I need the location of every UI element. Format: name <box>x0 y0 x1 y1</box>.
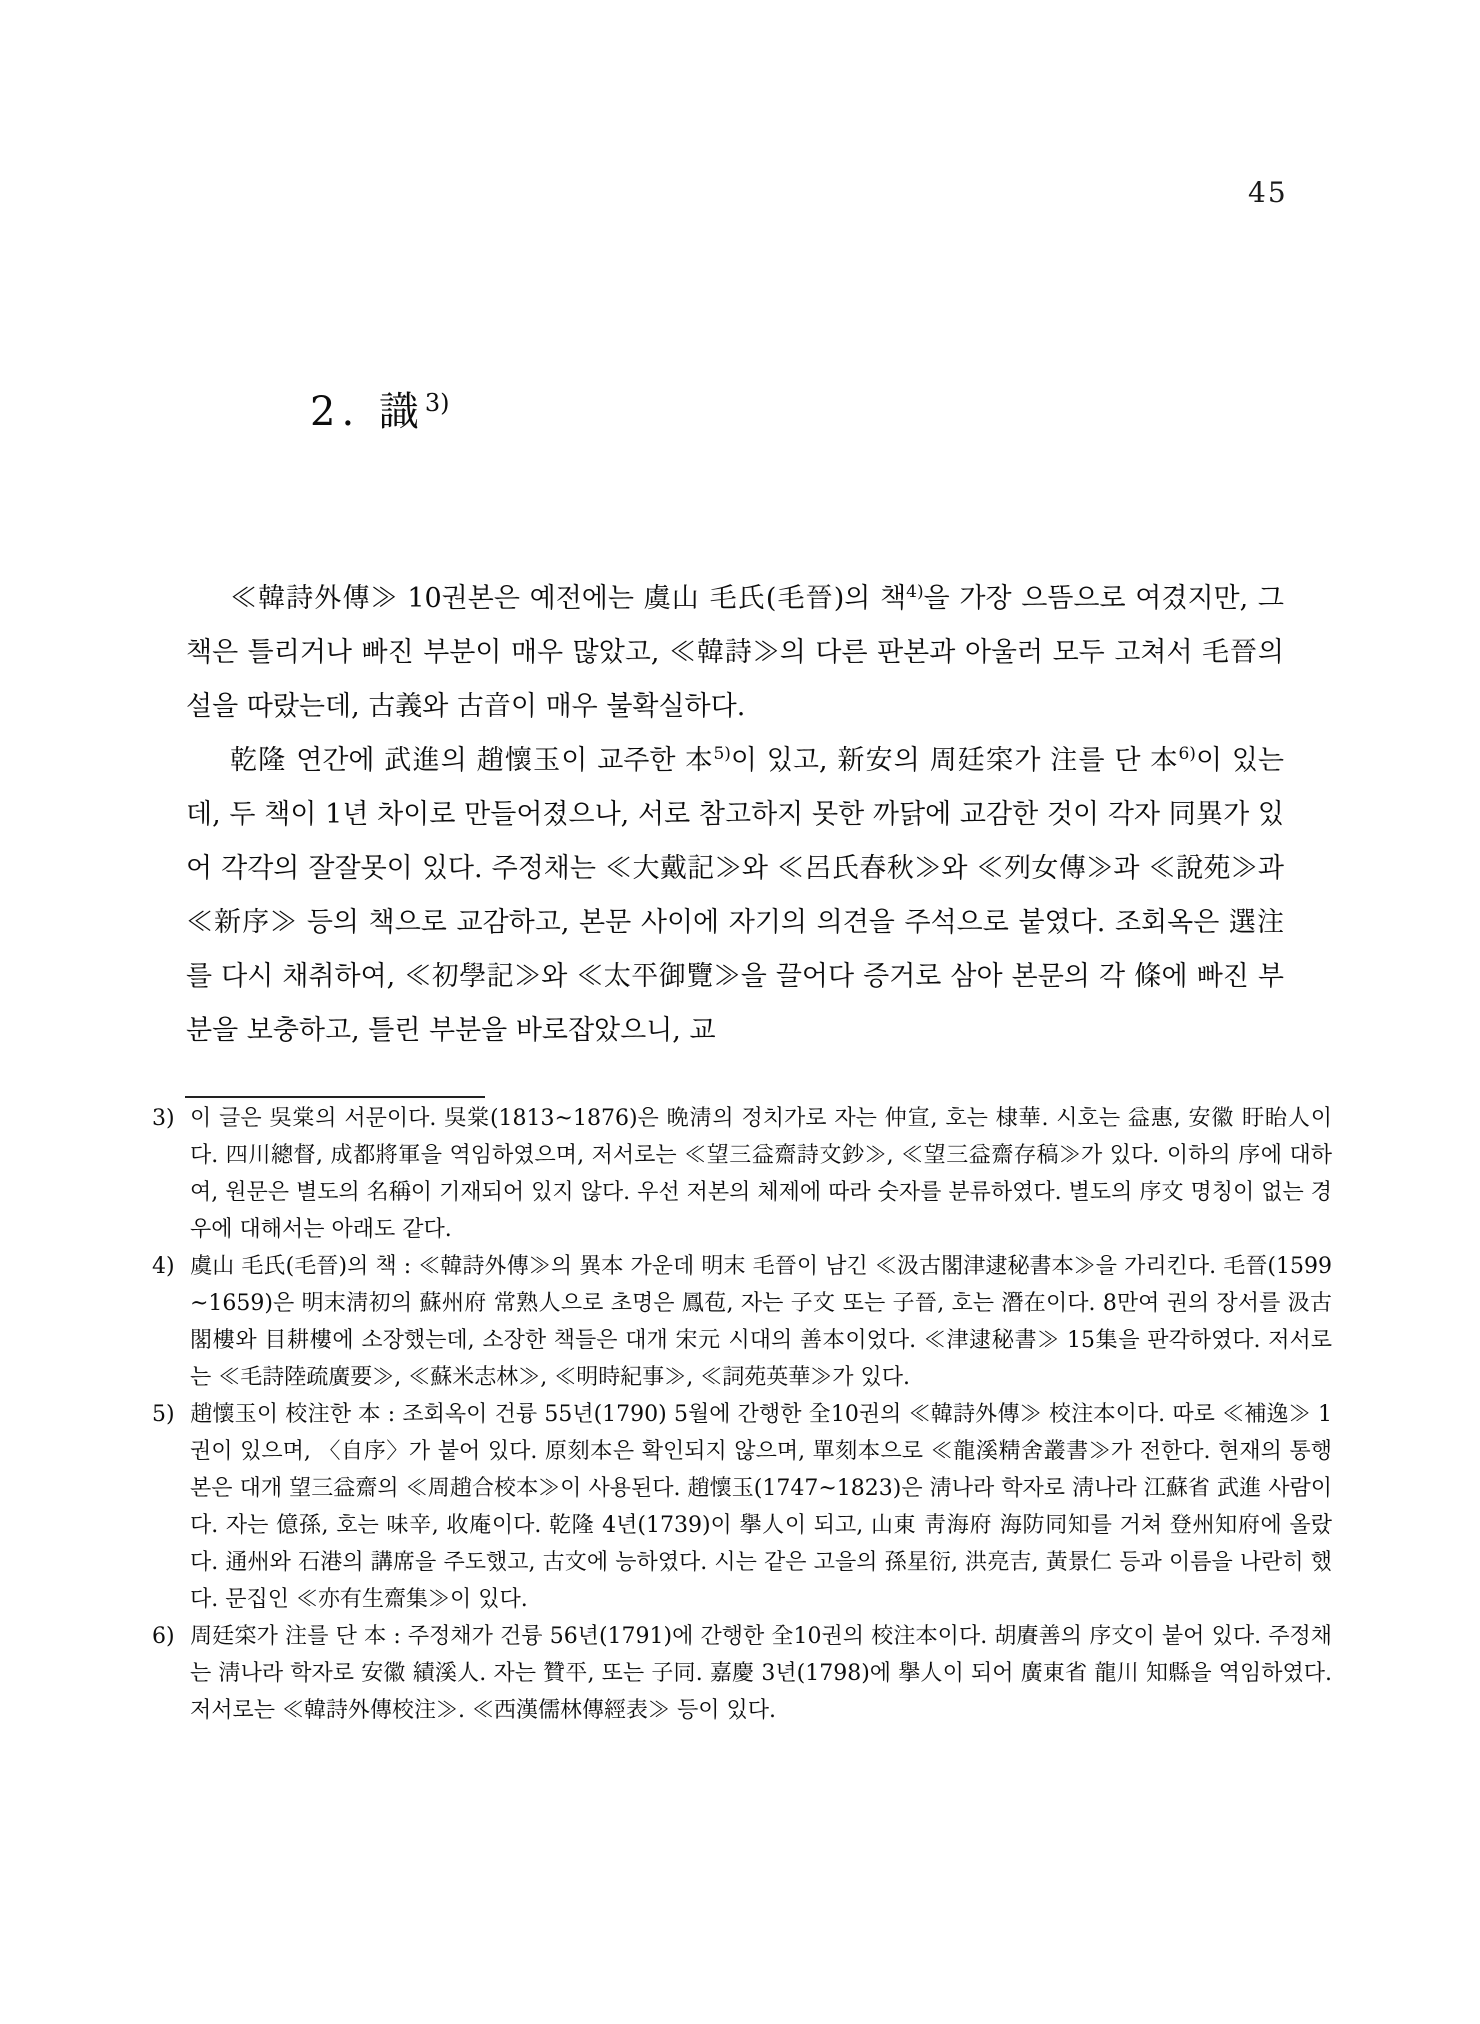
page-number: 45 <box>1248 176 1288 209</box>
paragraph <box>186 572 1284 734</box>
paragraph-text: 이 있는데, 두 책이 1년 차이로 만들어졌으나, 서로 참고하지 못한 까닭에 교감한 것이 각자 同異가 있어 각각의 잘잘못이 있다. 주정채는 ≪大戴記≫와 ≪呂氏春秋≫와 ≪列女傳≫과 ≪說苑≫과 ≪新序≫ 등의 책으로 교감하고, 본문 사이에 자기의 의견을 주석으로 붙였다. 조회옥은 選注를 다시 채취하여, ≪初學記≫와 ≪太平御覽≫을 끌어다 증거로 삼아 본문의 각 條에 빠진 부분을 보충하고, 틀린 부분을 바로잡았으니, 교 <box>186 745 1284 1046</box>
footnote-ref-5: 5) <box>713 744 731 764</box>
footnote-list <box>152 1100 1332 1729</box>
footnote-ref-4: 4) <box>906 582 924 602</box>
footnotes-section <box>152 1100 1332 1729</box>
footnote-text: 趙懷玉이 校注한 本 : 조회옥이 건륭 55년(1790) 5월에 간행한 全10권의 ≪韓詩外傳≫ 校注本이다. 따로 ≪補逸≫ 1권이 있으며, 〈自序〉가 붙어 있다. 原刻本은 확인되지 않으며, 單刻本으로 ≪龍溪精舍叢書≫가 전한다. 현재의 통행본은 대개 望三益齋의 ≪周趙合校本≫이 사용된다. 趙懷玉(1747~1823)은 淸나라 학자로 淸나라 江蘇省 武進 사람이다. 자는 億孫, 호는 味辛, 收庵이다. 乾隆 4년(1739)이 擧人이 되고, 山東 靑海府 海防同知를 거쳐 登州知府에 올랐다. 通州와 石港의 講席을 주도했고, 古文에 능하였다. 시는 같은 고을의 孫星衍, 洪亮吉, 黃景仁 등과 이름을 나란히 했다. 문집인 ≪亦有生齋集≫이 있다. <box>190 1402 1332 1612</box>
footnote-item-6 <box>152 1618 1332 1729</box>
footnote-item-5 <box>152 1396 1332 1618</box>
section-heading-label: 2. 識 <box>310 389 425 435</box>
footnote-marker: 3) <box>152 1106 175 1131</box>
footnote-item-4 <box>152 1248 1332 1396</box>
paragraph-text: 乾隆 연간에 武進의 趙懷玉이 교주한 本 <box>230 745 714 776</box>
heading-footnote-ref: 3) <box>424 389 450 417</box>
footnote-text: 周廷寀가 注를 단 本 : 주정채가 건륭 56년(1791)에 간행한 全10권의 校注本이다. 胡賡善의 序文이 붙어 있다. 주정채는 淸나라 학자로 安徽 績溪人. 자는 贊平, 또는 子同. 嘉慶 3년(1798)에 擧人이 되어 廣東省 龍川 知縣을 역임하였다. 저서로는 ≪韓詩外傳校注≫. ≪西漢儒林傳經表≫ 등이 있다. <box>190 1624 1332 1723</box>
footnote-ref-6: 6) <box>1178 744 1196 764</box>
paragraph-text: 을 가장 으뜸으로 여겼지만, 그 책은 틀리거나 빠진 부분이 매우 많았고, ≪韓詩≫의 다른 판본과 아울러 모두 고쳐서 毛晉의 설을 따랐는데, 古義와 古音이 매우 불확실하다. <box>186 583 1284 722</box>
paragraph-text: 이 있고, 新安의 周廷寀가 注를 단 本 <box>730 745 1179 776</box>
body-text <box>186 572 1284 1058</box>
paragraph <box>186 734 1284 1058</box>
paragraph-text: ≪韓詩外傳≫ 10권본은 예전에는 虞山 毛氏(毛晉)의 책 <box>230 583 907 614</box>
footnote-text: 虞山 毛氏(毛晉)의 책 : ≪韓詩外傳≫의 異本 가운데 明末 毛晉이 남긴 ≪汲古閣津逮秘書本≫을 가리킨다. 毛晉(1599~1659)은 明末淸初의 蘇州府 常熟人으로 초명은 鳳苞, 자는 子文 또는 子晉, 호는 潛在이다. 8만여 권의 장서를 汲古閣樓와 目耕樓에 소장했는데, 소장한 책들은 대개 宋元 시대의 善本이었다. ≪津逮秘書≫ 15集을 판각하였다. 저서로는 ≪毛詩陸疏廣要≫, ≪蘇米志林≫, ≪明時紀事≫, ≪詞苑英華≫가 있다. <box>190 1254 1332 1390</box>
section-heading <box>310 380 450 437</box>
footnote-marker: 5) <box>152 1402 175 1427</box>
footnote-separator <box>185 1096 485 1098</box>
footnote-item-3 <box>152 1100 1332 1248</box>
footnote-text: 이 글은 吳棠의 서문이다. 吳棠(1813~1876)은 晩淸의 정치가로 자는 仲宣, 호는 棣華. 시호는 益惠, 安徽 盱眙人이다. 四川總督, 成都將軍을 역임하였으며, 저서로는 ≪望三益齋詩文鈔≫, ≪望三益齋存稿≫가 있다. 이하의 序에 대하여, 원문은 별도의 名稱이 기재되어 있지 않다. 우선 저본의 체제에 따라 숫자를 분류하였다. 별도의 序文 명칭이 없는 경우에 대해서는 아래도 같다. <box>190 1106 1333 1242</box>
footnote-marker: 6) <box>152 1624 175 1649</box>
footnote-marker: 4) <box>152 1254 175 1279</box>
